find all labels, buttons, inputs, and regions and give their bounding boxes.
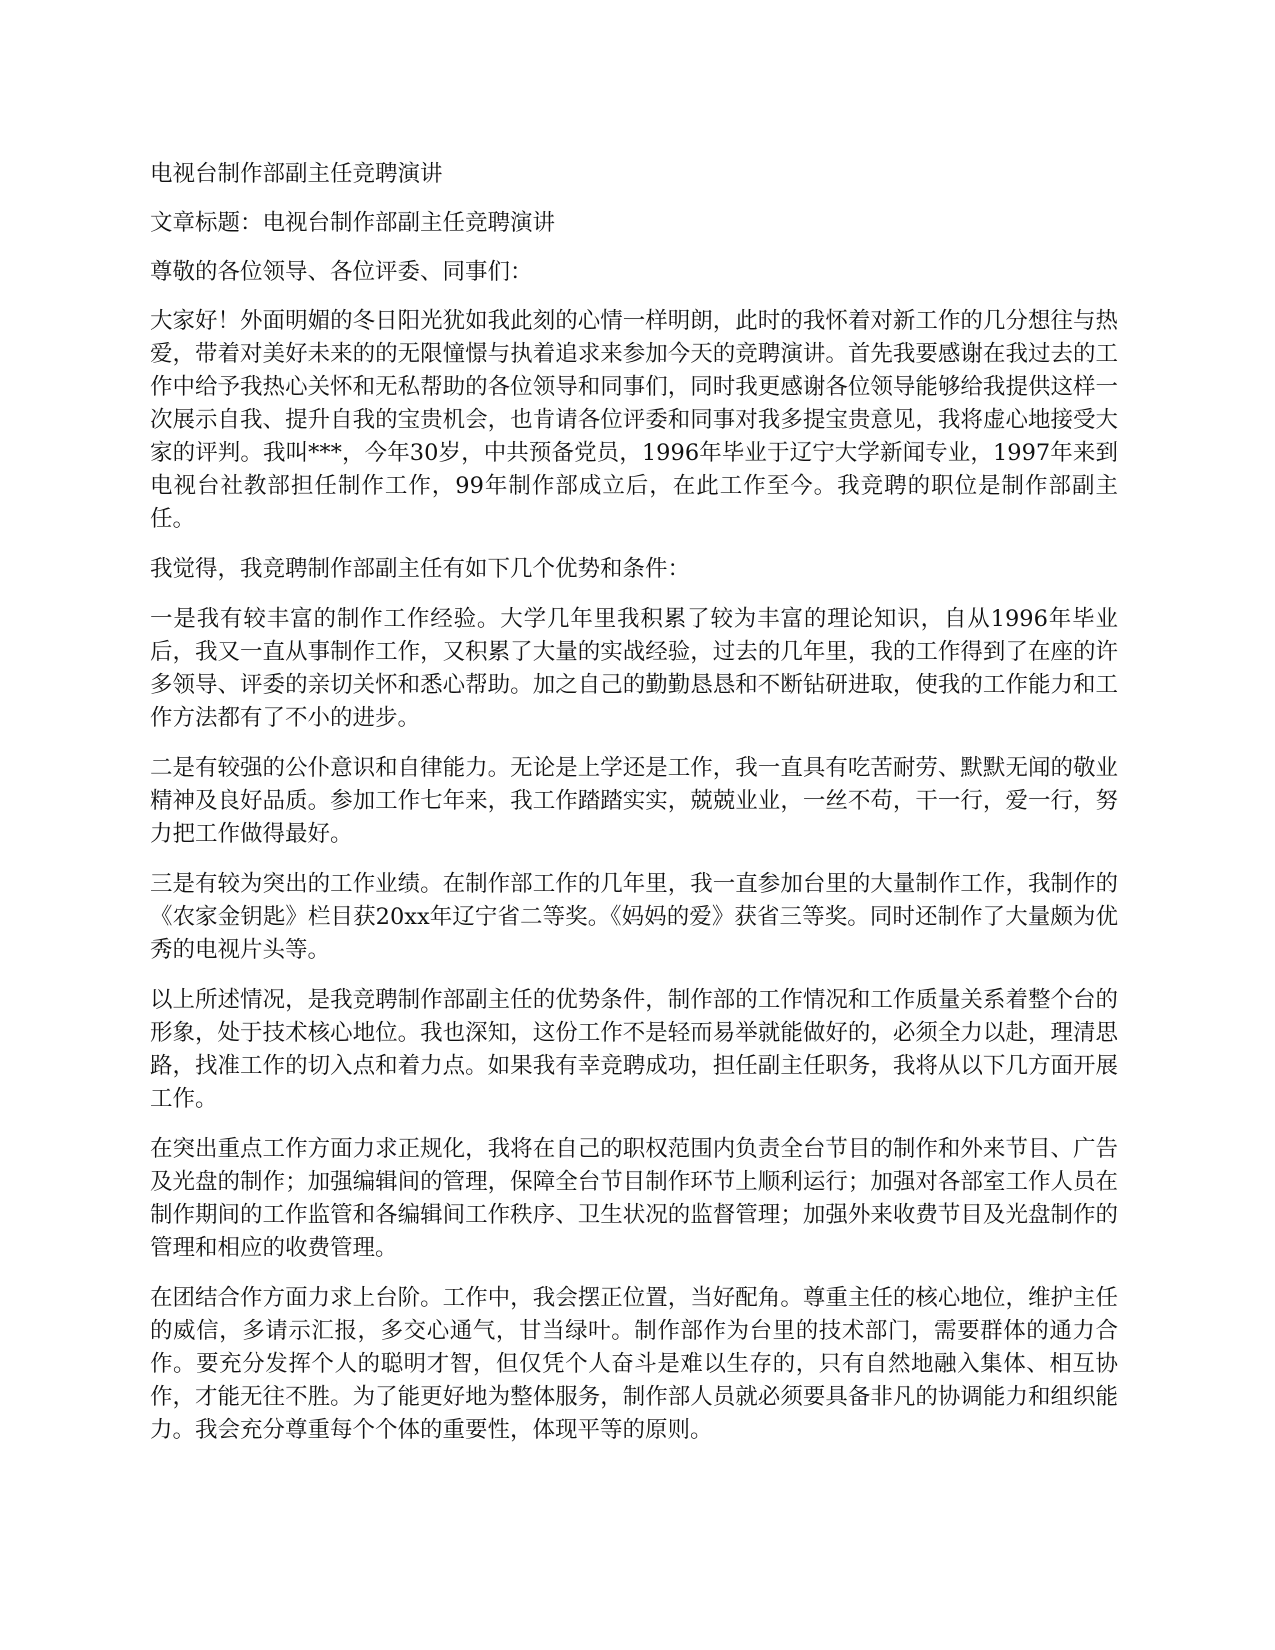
paragraph-achievements: 三是有较为突出的工作业绩。在制作部工作的几年里，我一直参加台里的大量制作工作，我制作的《农家金钥匙》栏目获20xx年辽宁省二等奖。《妈妈的爱》获省三等奖。同时还制作了大量颇为优秀的电视片头等。 xyxy=(150,871,1118,963)
paragraph-teamwork: 在团结合作方面力求上台阶。工作中，我会摆正位置，当好配角。尊重主任的核心地位，维护主任的威信，多请示汇报，多交心通气，甘当绿叶。制作部作为台里的技术部门，需要群体的通力合作。要充分发挥个人的聪明才智，但仅凭个人奋斗是难以生存的，只有自然地融入集体、相互协作，才能无往不胜。为了能更好地为整体服务，制作部人员就必须要具备非凡的协调能力和组织能力。我会充分尊重每个个体的重要性，体现平等的原则。 xyxy=(150,1285,1118,1443)
paragraph-summary: 以上所述情况，是我竞聘制作部副主任的优势条件，制作部的工作情况和工作质量关系着整个台的形象，处于技术核心地位。我也深知，这份工作不是轻而易举就能做好的，必须全力以赴，理清思路，找准工作的切入点和着力点。如果我有幸竞聘成功，担任副主任职务，我将从以下几方面开展工作。 xyxy=(150,987,1118,1112)
salutation: 尊敬的各位领导、各位评委、同事们： xyxy=(150,259,533,285)
paragraph-greeting: 大家好！外面明媚的冬日阳光犹如我此刻的心情一样明朗，此时的我怀着对新工作的几分想往与热爱，带着对美好未来的的无限憧憬与执着追求来参加今天的竞聘演讲。首先我要感谢在我过去的工作中给予我热心关怀和无私帮助的各位领导和同事们，同时我更感谢各位领导能够给我提供这样一次展示自我、提升自我的宝贵机会，也肯请各位评委和同事对我多提宝贵意见，我将虚心地接受大家的评判。我叫***，今年30岁，中共预备党员，1996年毕业于辽宁大学新闻专业，1997年来到电视台社教部担任制作工作，99年制作部成立后，在此工作至今。我竞聘的职位是制作部副主任。 xyxy=(150,308,1118,532)
paragraph-discipline: 二是有较强的公仆意识和自律能力。无论是上学还是工作，我一直具有吃苦耐劳、默默无闻的敬业精神及良好品质。参加工作七年来，我工作踏踏实实，兢兢业业，一丝不苟，干一行，爱一行，努力把工作做得最好。 xyxy=(150,755,1118,847)
document-title: 电视台制作部副主任竞聘演讲 xyxy=(150,161,443,187)
paragraph-advantages-intro: 我觉得，我竞聘制作部副主任有如下几个优势和条件： xyxy=(150,556,691,582)
paragraph-key-work: 在突出重点工作方面力求正规化，我将在自己的职权范围内负责全台节目的制作和外来节目、广告及光盘的制作；加强编辑间的管理，保障全台节目制作环节上顺利运行；加强对各部室工作人员在制作期间的工作监管和各编辑间工作秩序、卫生状况的监督管理；加强外来收费节目及光盘制作的管理和相应的收费管理。 xyxy=(150,1136,1118,1261)
document-page xyxy=(150,158,1118,1464)
article-title-line: 文章标题：电视台制作部副主任竞聘演讲 xyxy=(150,210,556,236)
paragraph-experience: 一是我有较丰富的制作工作经验。大学几年里我积累了较为丰富的理论知识，自从1996年毕业后，我又一直从事制作工作，又积累了大量的实战经验，过去的几年里，我的工作得到了在座的许多领导、评委的亲切关怀和悉心帮助。加之自己的勤勤恳恳和不断钻研进取，使我的工作能力和工作方法都有了不小的进步。 xyxy=(150,606,1118,731)
